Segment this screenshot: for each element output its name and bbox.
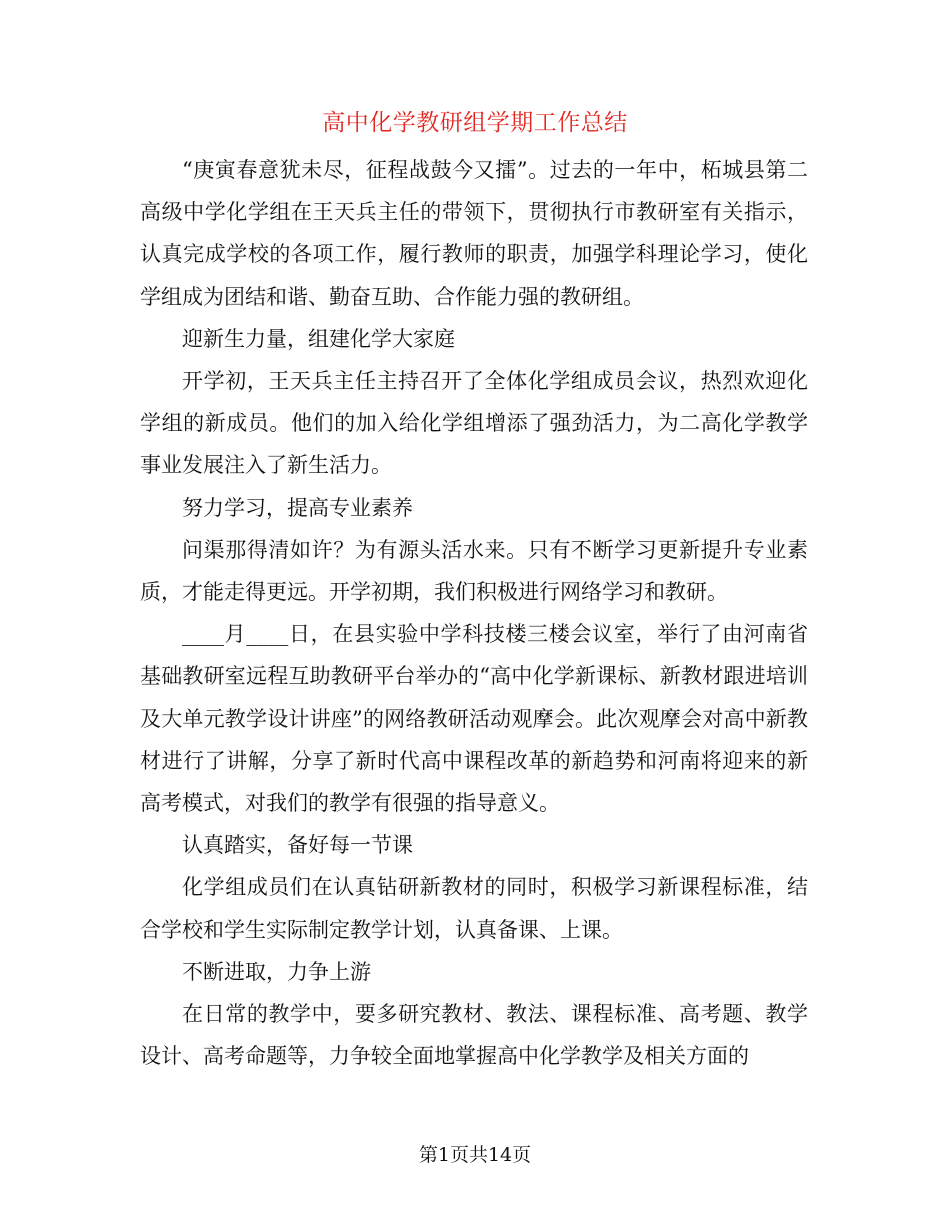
section-heading-progress: 不断进取，力争上游 <box>182 959 371 984</box>
paragraph-online-seminar: ____月____日，在县实验中学科技楼三楼会议室，举行了由河南省基础教研室远程互助教研平台举办的“高中化学新课标、新教材跟进培训及大单元教学设计讲座”的网络教研活动观摩会。此次观摩会对高中新教材进行了讲解，分享了新时代高中课程改革的新趋势和河南将迎来的新高考模式，对我们的教学有很强的指导意义。 <box>140 622 808 816</box>
paragraph-new-members: 开学初，王天兵主任主持召开了全体化学组成员会议，热烈欢迎化学组的新成员。他们的加入给化学组增添了强劲活力，为二高化学教学事业发展注入了新生活力。 <box>140 369 808 478</box>
paragraph-study: 问渠那得清如许？为有源头活水来。只有不断学习更新提升专业素质，才能走得更远。开学初期，我们积极进行网络学习和教研。 <box>140 537 808 605</box>
document-body <box>140 149 808 1077</box>
section-heading-lesson-prep: 认真踏实，备好每一节课 <box>182 833 413 858</box>
paragraph-intro: “庚寅春意犹未尽，征程战鼓今又擂”。过去的一年中，柘城县第二高级中学化学组在王天兵主任的带领下，贯彻执行市教研室有关指示，认真完成学校的各项工作，履行教师的职责，加强学科理论学习，使化学组成为团结和谐、勤奋互助、合作能力强的教研组。 <box>140 158 808 309</box>
section-heading-study: 努力学习，提高专业素养 <box>182 495 413 520</box>
page-number-footer: 第1页共14页 <box>418 1144 532 1166</box>
paragraph-progress: 在日常的教学中，要多研究教材、教法、课程标准、高考题、教学设计、高考命题等，力争较全面地掌握高中化学教学及相关方面的 <box>140 1002 808 1069</box>
paragraph-lesson-prep: 化学组成员们在认真钻研新教材的同时，积极学习新课程标准，结合学校和学生实际制定教学计划，认真备课、上课。 <box>140 875 808 942</box>
document-title: 高中化学教研组学期工作总结 <box>322 110 628 136</box>
section-heading-new-members: 迎新生力量，组建化学大家庭 <box>182 326 455 351</box>
